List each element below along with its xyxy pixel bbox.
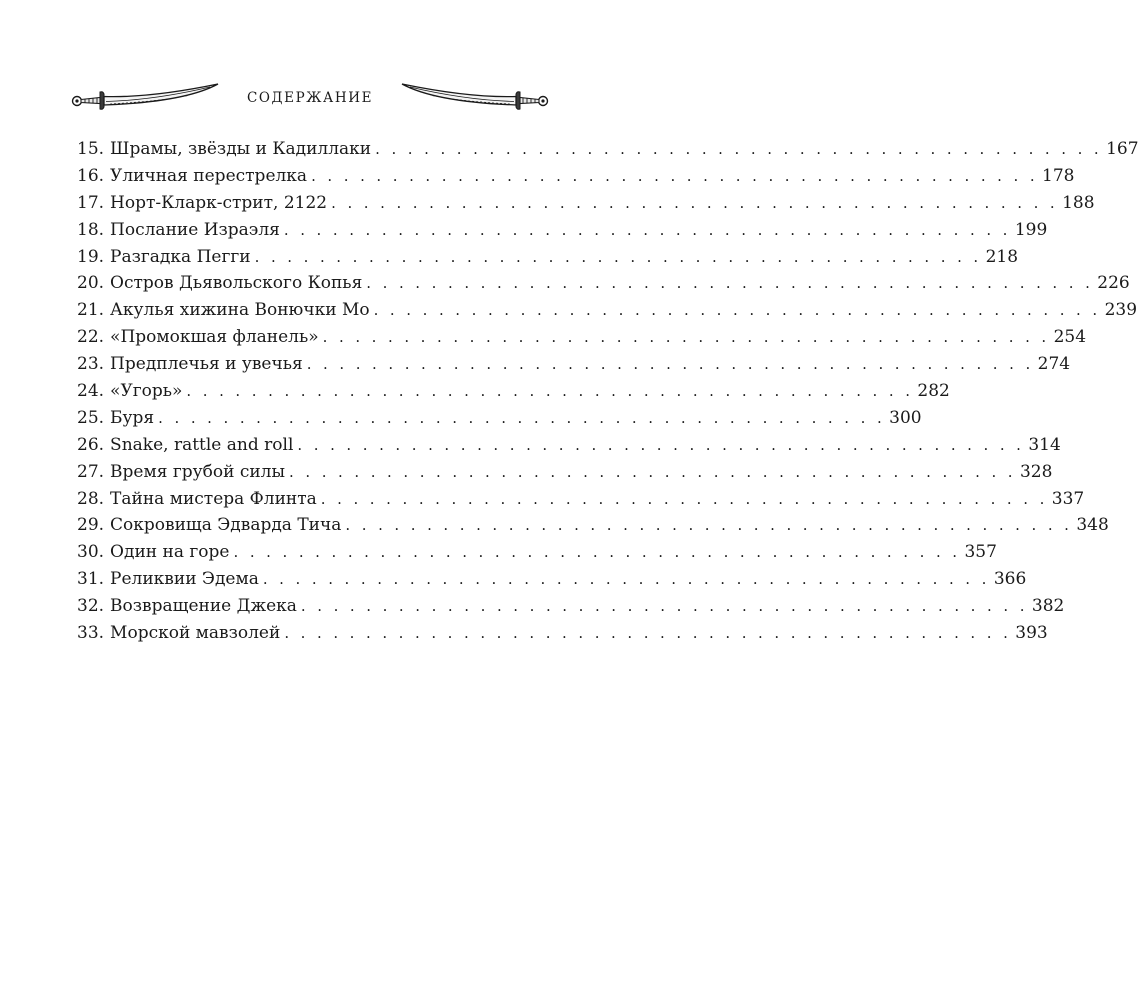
- chapter-number: 21.: [77, 300, 105, 321]
- chapter-number: 26.: [77, 434, 105, 455]
- chapter-title: Тайна мистера Флинта: [110, 488, 317, 509]
- dot-leader: . . . . . . . . . . . . . . . . . . . . . . . . . . . . . . . . . . . . . . . . . . . . .: [320, 489, 1048, 508]
- page-number: 199: [1014, 219, 1048, 240]
- chapter-title: Норт-Кларк-стрит, 2122: [110, 192, 328, 213]
- chapter-number: 24.: [77, 381, 105, 402]
- dot-leader: . . . . . . . . . . . . . . . . . . . . . . . . . . . . . . . . . . . . . . . . . . . . .: [322, 328, 1050, 347]
- dot-leader: . . . . . . . . . . . . . . . . . . . . . . . . . . . . . . . . . . . . . . . . . . . . .: [311, 166, 1039, 185]
- toc-entry[interactable]: [77, 620, 1048, 647]
- toc-entry[interactable]: [77, 432, 1061, 459]
- page-number: 254: [1053, 327, 1087, 348]
- chapter-number: 19.: [77, 246, 105, 267]
- dot-leader: . . . . . . . . . . . . . . . . . . . . . . . . . . . . . . . . . . . . . . . . . . . . .: [262, 570, 990, 589]
- toc-entry[interactable]: [77, 163, 1075, 190]
- dot-leader: . . . . . . . . . . . . . . . . . . . . . . . . . . . . . . . . . . . . . . . . . . . . .: [345, 516, 1073, 535]
- chapter-number: 22.: [77, 327, 105, 348]
- dot-leader: . . . . . . . . . . . . . . . . . . . . . . . . . . . . . . . . . . . . . . . . . . . . .: [366, 274, 1094, 293]
- chapter-title: Предплечья и увечья: [110, 354, 303, 375]
- chapter-title: «Промокшая фланель»: [110, 327, 319, 348]
- dot-leader: . . . . . . . . . . . . . . . . . . . . . . . . . . . . . . . . . . . . . . . . . . . . .: [331, 193, 1059, 212]
- dot-leader: . . . . . . . . . . . . . . . . . . . . . . . . . . . . . . . . . . . . . . . . . . . . .: [306, 355, 1034, 374]
- toc-entry[interactable]: [77, 136, 1139, 163]
- chapter-number: 27.: [77, 461, 105, 482]
- page-number: 274: [1037, 354, 1071, 375]
- dot-leader: . . . . . . . . . . . . . . . . . . . . . . . . . . . . . . . . . . . . . . . . . . . . .: [158, 408, 886, 427]
- page-number: 393: [1015, 623, 1048, 644]
- page-number: 314: [1028, 434, 1061, 455]
- page-number: 282: [917, 381, 950, 402]
- dot-leader: . . . . . . . . . . . . . . . . . . . . . . . . . . . . . . . . . . . . . . . . . . . . .: [300, 597, 1028, 616]
- table-of-contents: [77, 136, 1139, 647]
- toc-entry[interactable]: [77, 539, 997, 566]
- page-number: 357: [964, 542, 997, 563]
- chapter-title: «Угорь»: [110, 381, 183, 402]
- page-number: 239: [1104, 300, 1138, 321]
- toc-entry[interactable]: [77, 217, 1048, 244]
- toc-heading: СОДЕРЖАНИЕ: [246, 90, 374, 106]
- page-number: 167: [1106, 139, 1139, 159]
- page-number: 328: [1019, 461, 1053, 482]
- dot-leader: . . . . . . . . . . . . . . . . . . . . . . . . . . . . . . . . . . . . . . . . . . . . .: [375, 140, 1103, 158]
- dot-leader: . . . . . . . . . . . . . . . . . . . . . . . . . . . . . . . . . . . . . . . . . . . . .: [186, 382, 914, 401]
- chapter-number: 31.: [77, 569, 105, 590]
- page-number: 218: [985, 246, 1019, 267]
- dot-leader: . . . . . . . . . . . . . . . . . . . . . . . . . . . . . . . . . . . . . . . . . . . . .: [289, 462, 1016, 481]
- chapter-number: 20.: [77, 273, 105, 294]
- chapter-title: Остров Дьявольского Копья: [110, 273, 363, 294]
- chapter-number: 17.: [77, 192, 105, 213]
- chapter-number: 16.: [77, 165, 105, 186]
- toc-entry[interactable]: [77, 244, 1019, 271]
- chapter-number: 33.: [77, 623, 105, 644]
- page-number: 188: [1062, 192, 1095, 213]
- toc-entry[interactable]: [77, 378, 950, 405]
- chapter-title: Реликвии Эдема: [110, 569, 259, 590]
- chapter-number: 18.: [77, 219, 105, 240]
- chapter-title: Акулья хижина Вонючки Мо: [110, 300, 370, 321]
- toc-entry[interactable]: [77, 297, 1138, 324]
- chapter-title: Шрамы, звёзды и Кадиллаки: [110, 139, 372, 159]
- dot-leader: . . . . . . . . . . . . . . . . . . . . . . . . . . . . . . . . . . . . . . . . . . . . .: [233, 543, 961, 562]
- toc-entry[interactable]: [77, 566, 1027, 593]
- dot-leader: . . . . . . . . . . . . . . . . . . . . . . . . . . . . . . . . . . . . . . . . . . . . .: [283, 220, 1011, 239]
- dagger-icon: [400, 78, 550, 118]
- toc-entry[interactable]: [77, 486, 1085, 513]
- toc-entry[interactable]: [77, 270, 1130, 297]
- chapter-title: Морской мавзолей: [110, 623, 281, 644]
- page-number: 178: [1042, 165, 1075, 186]
- dot-leader: . . . . . . . . . . . . . . . . . . . . . . . . . . . . . . . . . . . . . . . . . . . . .: [297, 435, 1025, 454]
- page-number: 366: [993, 569, 1027, 590]
- chapter-number: 32.: [77, 596, 105, 617]
- toc-entry[interactable]: [77, 405, 922, 432]
- chapter-title: Snake, rattle and roll: [110, 434, 294, 455]
- dot-leader: . . . . . . . . . . . . . . . . . . . . . . . . . . . . . . . . . . . . . . . . . . . . .: [254, 247, 982, 266]
- chapter-number: 23.: [77, 354, 105, 375]
- toc-entry[interactable]: [77, 324, 1087, 351]
- chapter-title: Буря: [110, 407, 155, 428]
- toc-entry[interactable]: [77, 459, 1053, 486]
- chapter-title: Разгадка Пегги: [110, 246, 251, 267]
- chapter-number: 25.: [77, 407, 105, 428]
- chapter-title: Сокровища Эдварда Тича: [110, 515, 342, 536]
- chapter-title: Уличная перестрелка: [110, 165, 308, 186]
- chapter-number: 28.: [77, 488, 105, 509]
- page-number: 382: [1031, 596, 1065, 617]
- page-number: 348: [1076, 515, 1109, 536]
- toc-entry[interactable]: [77, 190, 1095, 217]
- dot-leader: . . . . . . . . . . . . . . . . . . . . . . . . . . . . . . . . . . . . . . . . . . . . .: [373, 301, 1101, 320]
- chapter-title: Возвращение Джека: [110, 596, 297, 617]
- page-number: 300: [889, 407, 922, 428]
- chapter-title: Время грубой силы: [110, 461, 286, 482]
- dot-leader: . . . . . . . . . . . . . . . . . . . . . . . . . . . . . . . . . . . . . . . . . . . . .: [284, 624, 1012, 643]
- chapter-number: 15.: [77, 139, 105, 159]
- chapter-title: Послание Израэля: [110, 219, 280, 240]
- chapter-number: 30.: [77, 542, 105, 563]
- toc-entry[interactable]: [77, 351, 1071, 378]
- page-number: 337: [1051, 488, 1085, 509]
- toc-entry[interactable]: [77, 593, 1065, 620]
- toc-header: [70, 78, 550, 118]
- chapter-title: Один на горе: [110, 542, 230, 563]
- page-number: 226: [1097, 273, 1130, 294]
- chapter-number: 29.: [77, 515, 105, 536]
- toc-entry[interactable]: [77, 512, 1109, 539]
